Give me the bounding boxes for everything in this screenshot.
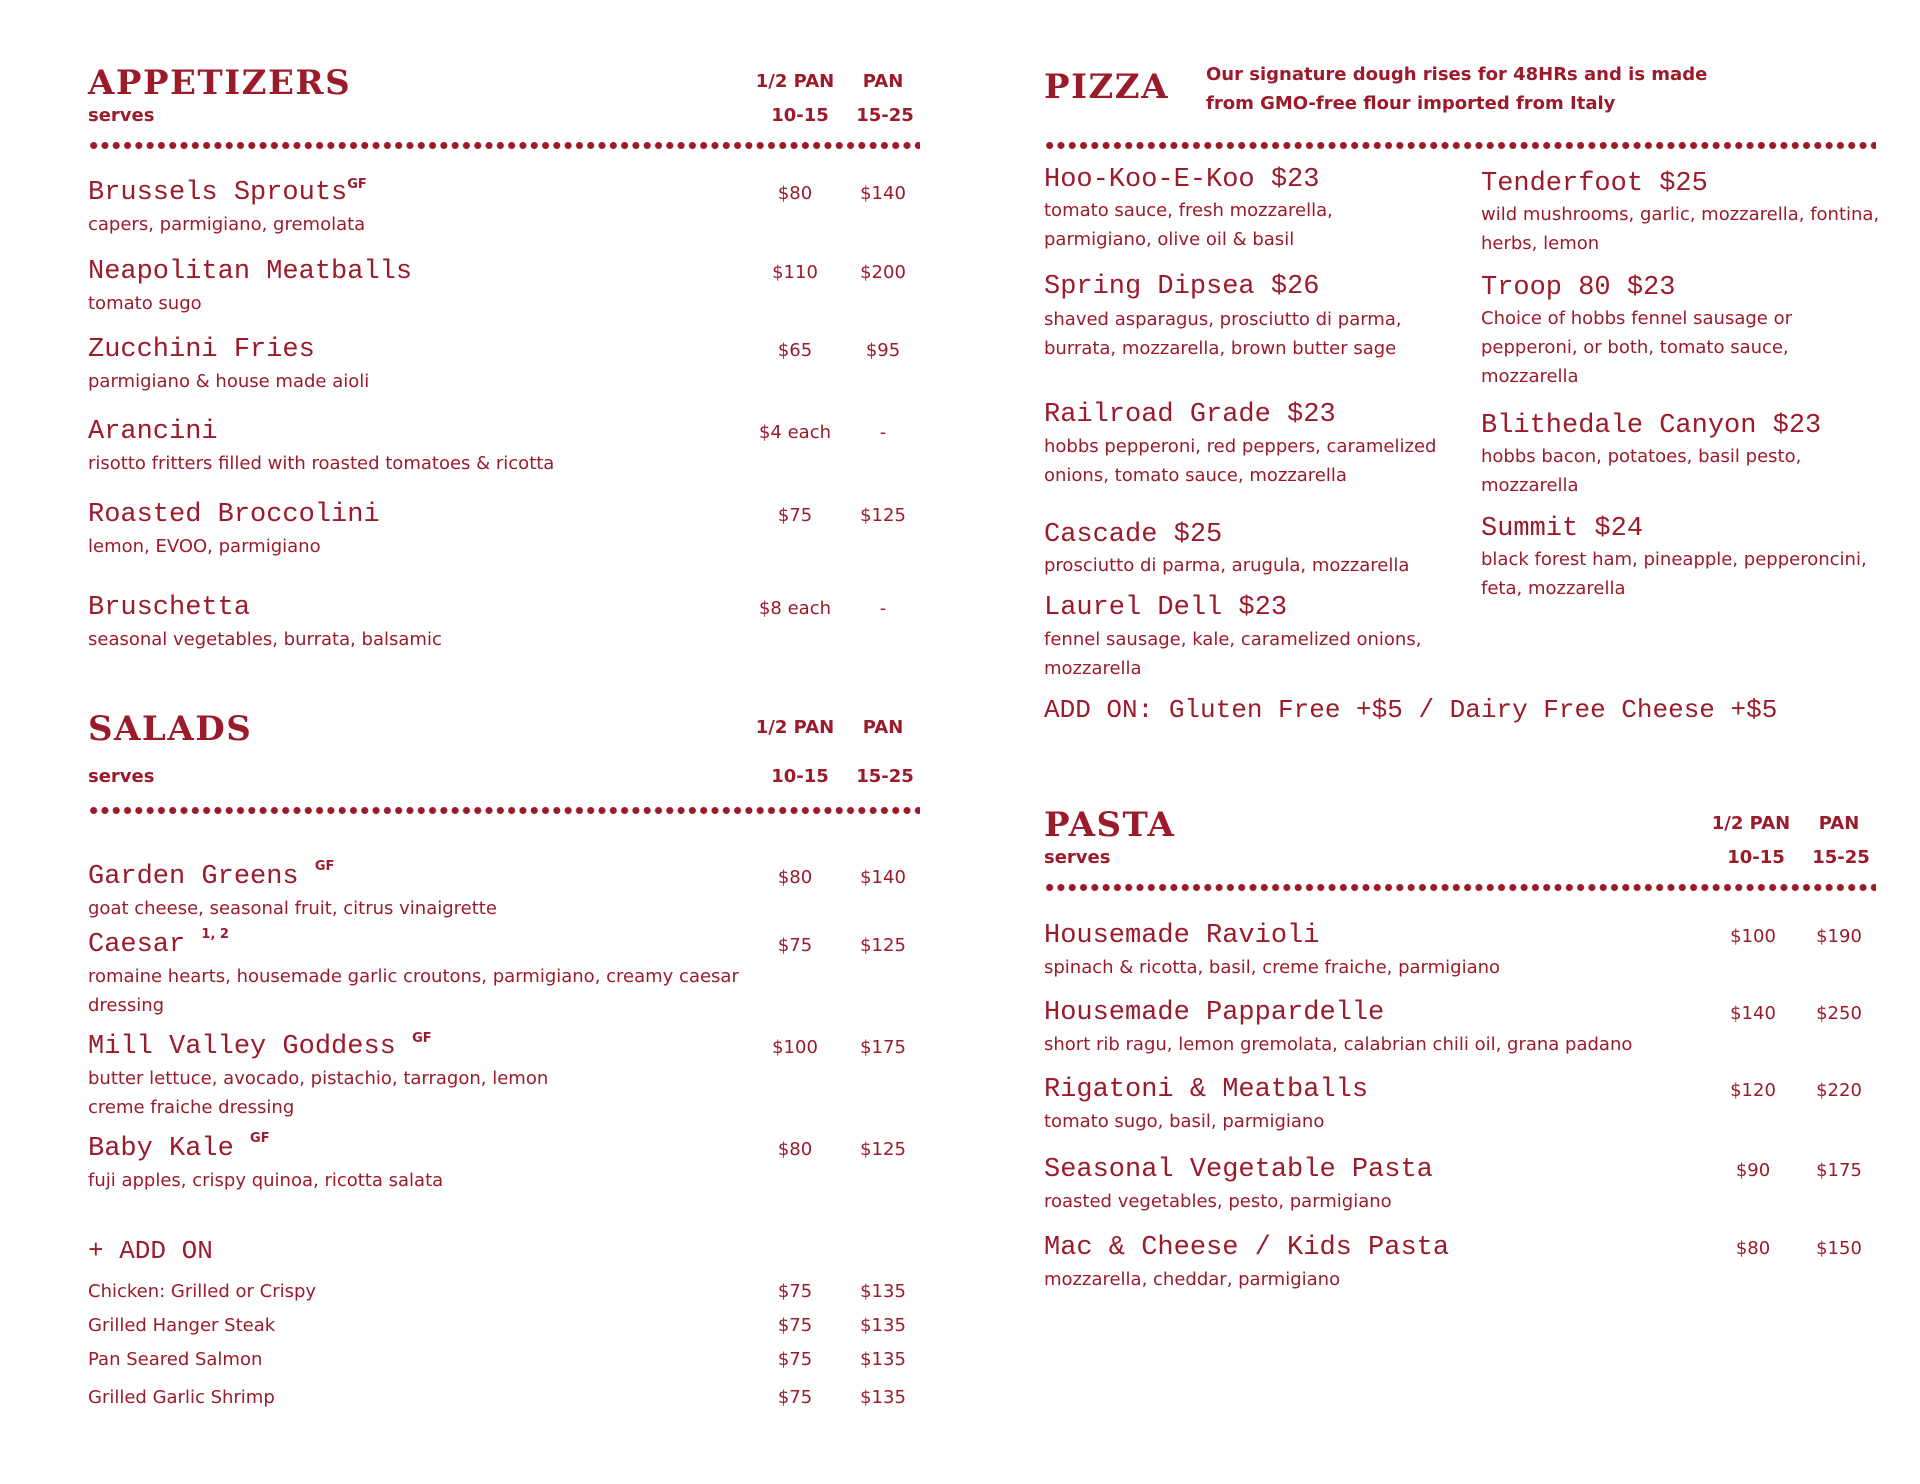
menu-item-description: butter lettuce, avocado, pistachio, tarragon, lemon creme fraiche dressing [88, 1068, 549, 1118]
appetizers-serves-label: serves [88, 105, 155, 126]
price-pan: $220 [1816, 1080, 1862, 1101]
addon-item-name: Pan Seared Salmon [88, 1349, 263, 1370]
pasta-serves-label: serves [1044, 847, 1111, 868]
price-half-pan: $100 [772, 1037, 818, 1058]
price-pan: $175 [1816, 1160, 1862, 1181]
pizza-description: fennel sausage, kale, caramelized onions, mozzarella [1044, 629, 1422, 679]
price-half-pan: $80 [777, 867, 813, 888]
menu-item-description: fuji apples, crispy quinoa, ricotta salata [88, 1170, 444, 1191]
pizza-name: Troop 80 $23 [1481, 273, 1676, 303]
salads-serves-full: 15-25 [856, 766, 914, 787]
pizza-name: Spring Dipsea $26 [1044, 272, 1320, 302]
appetizers-col-pan: PAN [862, 71, 904, 92]
gf-tag: GF [314, 859, 335, 874]
menu-item-name: Mac & Cheese / Kids Pasta [1044, 1233, 1450, 1263]
price-pan: - [879, 598, 887, 619]
menu-item-description: lemon, EVOO, parmigiano [88, 536, 321, 557]
salads-heading: SALADS [88, 709, 253, 749]
appetizers-divider [88, 141, 920, 150]
salads-col-half-pan: 1/2 PAN [755, 717, 835, 738]
gf-tag: GF [347, 177, 367, 192]
menu-item-name: Baby Kale $^{GF}$ [88, 1131, 270, 1164]
menu-item-name: Brussels Sprouts$^{GF}$ [88, 177, 367, 208]
addon-item-name: Grilled Hanger Steak [88, 1315, 276, 1336]
price-half-pan: $110 [772, 262, 818, 283]
salads-serves-half: 10-15 [771, 766, 829, 787]
pasta-col-pan: PAN [1818, 813, 1860, 834]
price-pan: - [879, 422, 887, 443]
price-half-pan: $75 [777, 1387, 813, 1408]
salads-col-pan: PAN [862, 717, 904, 738]
price-pan: $135 [860, 1387, 906, 1408]
pizza-description: wild mushrooms, garlic, mozzarella, fontina, herbs, lemon [1481, 204, 1880, 254]
appetizers-col-half-pan: 1/2 PAN [755, 71, 835, 92]
price-half-pan: $75 [777, 505, 813, 526]
price-pan: $135 [860, 1315, 906, 1336]
pasta-serves-full: 15-25 [1812, 847, 1870, 868]
pizza-name: Railroad Grade $23 [1044, 400, 1336, 430]
menu-item-description: roasted vegetables, pesto, parmigiano [1044, 1191, 1392, 1212]
price-half-pan: $80 [777, 183, 813, 204]
pizza-dough-note: Our signature dough rises for 48HRs and is made from GMO-free flour imported from Italy [1206, 64, 1708, 114]
menu-item-description: romaine hearts, housemade garlic croutons, parmigiano, creamy caesar dressing [88, 966, 739, 1016]
pizza-name: Laurel Dell $23 [1044, 593, 1288, 623]
menu-item-description: tomato sugo, basil, parmigiano [1044, 1111, 1325, 1132]
price-half-pan: $80 [1735, 1238, 1771, 1259]
price-pan: $135 [860, 1281, 906, 1302]
pizza-description: prosciutto di parma, arugula, mozzarella [1044, 555, 1410, 576]
price-half-pan: $8 each [758, 598, 832, 619]
pizza-description: shaved asparagus, prosciutto di parma, burrata, mozzarella, brown butter sage [1044, 309, 1402, 359]
gf-tag: GF [412, 1031, 432, 1046]
pizza-description: tomato sauce, fresh mozzarella, parmigiano, olive oil & basil [1044, 200, 1333, 250]
menu-item-description: tomato sugo [88, 293, 202, 314]
pizza-description: black forest ham, pineapple, pepperoncini, feta, mozzarella [1481, 549, 1867, 599]
menu-item-description: risotto fritters filled with roasted tomatoes & ricotta [88, 453, 555, 474]
price-pan: $135 [860, 1349, 906, 1370]
menu-item-name: Caesar $^{1, 2}$ [88, 927, 229, 960]
pasta-divider [1044, 883, 1876, 892]
pizza-description: hobbs pepperoni, red peppers, caramelized onions, tomato sauce, mozzarella [1044, 436, 1437, 486]
menu-item-description: seasonal vegetables, burrata, balsamic [88, 629, 442, 650]
footnote-tag: 1, 2 [201, 927, 229, 942]
addon-item-name: Grilled Garlic Shrimp [88, 1387, 275, 1408]
addon-item-name: Chicken: Grilled or Crispy [88, 1281, 317, 1302]
pizza-heading: PIZZA [1044, 67, 1169, 107]
menu-item-name: Seasonal Vegetable Pasta [1044, 1155, 1433, 1185]
menu-item-description: mozzarella, cheddar, parmigiano [1044, 1269, 1341, 1290]
pizza-description: Choice of hobbs fennel sausage or pepperoni, or both, tomato sauce, mozzarella [1481, 308, 1793, 387]
menu-item-name: Housemade Pappardelle [1044, 998, 1385, 1028]
menu-item-description: spinach & ricotta, basil, creme fraiche, parmigiano [1044, 957, 1501, 978]
menu-item-name: Rigatoni & Meatballs [1044, 1075, 1369, 1105]
price-pan: $190 [1816, 926, 1862, 947]
price-half-pan: $75 [777, 935, 813, 956]
pasta-serves-half: 10-15 [1727, 847, 1785, 868]
menu-item-name: Housemade Ravioli [1044, 921, 1320, 951]
pizza-name: Hoo-Koo-E-Koo $23 [1044, 165, 1320, 195]
price-half-pan: $100 [1730, 926, 1776, 947]
pizza-name: Cascade $25 [1044, 520, 1223, 550]
price-pan: $150 [1816, 1238, 1862, 1259]
price-pan: $125 [860, 505, 906, 526]
pasta-heading: PASTA [1044, 805, 1176, 845]
price-pan: $125 [860, 1139, 906, 1160]
price-half-pan: $65 [777, 340, 813, 361]
menu-item-name: Zucchini Fries [88, 335, 315, 365]
price-pan: $95 [865, 340, 901, 361]
gf-tag: GF [250, 1131, 270, 1146]
price-pan: $250 [1816, 1003, 1862, 1024]
menu-item-description: parmigiano & house made aioli [88, 371, 370, 392]
price-half-pan: $75 [777, 1315, 813, 1336]
pasta-col-half-pan: 1/2 PAN [1711, 813, 1791, 834]
price-half-pan: $75 [777, 1281, 813, 1302]
pizza-description: hobbs bacon, potatoes, basil pesto, mozzarella [1481, 446, 1802, 496]
pizza-name: Blithedale Canyon $23 [1481, 411, 1822, 441]
pizza-addon-line: ADD ON: Gluten Free +$5 / Dairy Free Cheese +$5 [1044, 695, 1778, 725]
menu-item-name: Arancini [88, 417, 218, 447]
salads-divider [88, 806, 920, 815]
price-half-pan: $75 [777, 1349, 813, 1370]
appetizers-serves-half: 10-15 [771, 105, 829, 126]
price-pan: $175 [860, 1037, 906, 1058]
menu-item-name: Neapolitan Meatballs [88, 257, 413, 287]
menu-item-name: Mill Valley Goddess $^{GF}$ [88, 1031, 432, 1062]
price-pan: $140 [860, 183, 906, 204]
menu-item-name: Roasted Broccolini [88, 500, 380, 530]
menu-item-name: Bruschetta [88, 593, 251, 623]
pizza-divider [1044, 141, 1876, 150]
appetizers-serves-full: 15-25 [856, 105, 914, 126]
menu-item-description: goat cheese, seasonal fruit, citrus vinaigrette [88, 898, 497, 919]
menu-item-description: short rib ragu, lemon gremolata, calabrian chili oil, grana padano [1044, 1034, 1633, 1055]
price-pan: $200 [860, 262, 906, 283]
price-half-pan: $120 [1730, 1080, 1776, 1101]
price-half-pan: $4 each [758, 422, 832, 443]
price-half-pan: $80 [777, 1139, 813, 1160]
salad-addon-heading: + ADD ON [88, 1236, 213, 1266]
salads-serves-label: serves [88, 766, 155, 787]
menu-item-name: Garden Greens $^{GF}$ [88, 859, 335, 892]
price-pan: $125 [860, 935, 906, 956]
menu-item-description: capers, parmigiano, gremolata [88, 214, 366, 235]
appetizers-heading: APPETIZERS [88, 63, 352, 103]
price-half-pan: $140 [1730, 1003, 1776, 1024]
price-pan: $140 [860, 867, 906, 888]
pizza-name: Summit $24 [1481, 514, 1644, 544]
pizza-name: Tenderfoot $25 [1481, 169, 1708, 199]
price-half-pan: $90 [1735, 1160, 1771, 1181]
